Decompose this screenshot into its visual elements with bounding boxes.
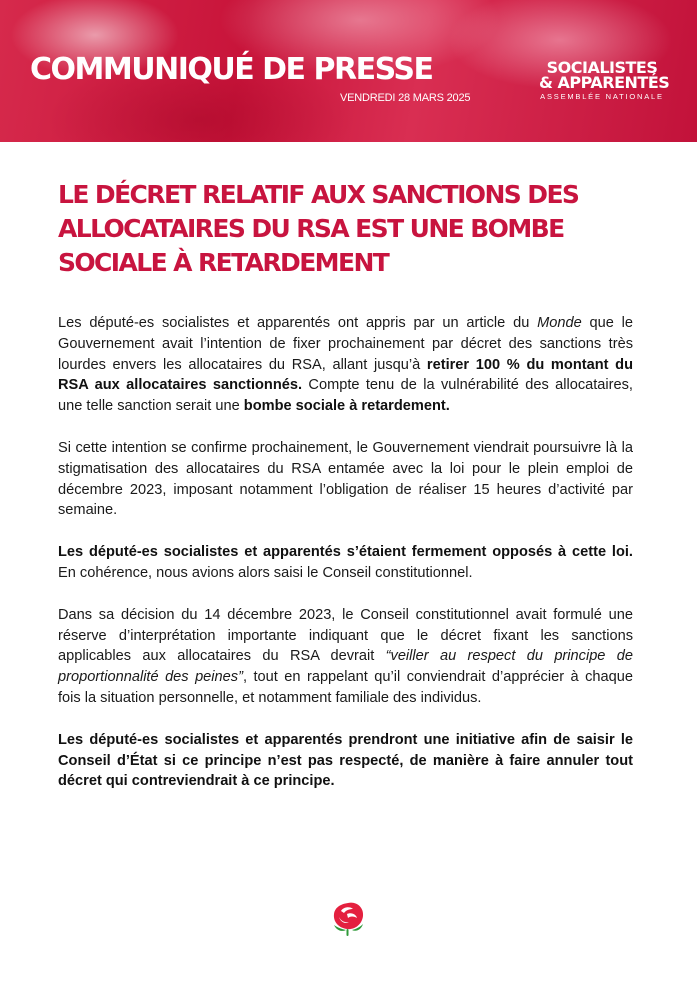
paragraph-3: Les député-es socialistes et apparentés s’étaient fermement opposés à cette loi. En cohérence, nous avions alors saisi le Conseil constitutionnel. bbox=[58, 544, 633, 581]
publication-date: VENDREDI 28 MARS 2025 bbox=[340, 92, 471, 104]
paragraph-2: Si cette intention se confirme prochainement, le Gouvernement viendrait poursuivre là la stigmatisation des allocataires du RSA entamée avec la loi pour le plein emploi de décembre 2023, imposant notamment l’obligation de réaliser 15 heures d’activité par semaine. bbox=[58, 439, 633, 519]
brand-name-line1: SOCIALISTES bbox=[546, 58, 658, 77]
emphasis: retirer 100 % du montant du RSA aux allocataires sanctionnés. bbox=[58, 356, 633, 394]
paragraph-5 bbox=[58, 730, 633, 792]
headline-line: SOCIALE À RETARDEMENT bbox=[58, 248, 389, 277]
newspaper-name: Monde bbox=[537, 315, 582, 331]
emphasis: bombe sociale à retardement. bbox=[243, 398, 450, 415]
brand-subtitle: ASSEMBLÉE NATIONALE bbox=[540, 92, 664, 101]
brand-name-line2: & APPARENTÉS bbox=[539, 73, 670, 92]
emphasis: Les député-es socialistes et apparentés prendront une initiative afin de saisir le Conseil d’État si ce principe n’est pas respecté, de manière à faire annuler tout décret qui contreviendrait à ce principe. bbox=[58, 731, 633, 790]
brand-logo bbox=[539, 58, 670, 101]
quotation: “veiller au respect du principe de proportionnalité des peines” bbox=[58, 648, 633, 686]
rose-logo-icon bbox=[326, 895, 370, 939]
press-release-body bbox=[58, 313, 633, 813]
emphasis: Les député-es socialistes et apparentés s’étaient fermement opposés à cette loi. bbox=[58, 544, 633, 561]
headline-line: ALLOCATAIRES DU RSA EST UNE BOMBE bbox=[58, 214, 564, 243]
headline-line: LE DÉCRET RELATIF AUX SANCTIONS DES bbox=[58, 180, 579, 209]
headline bbox=[58, 178, 648, 280]
paragraph-1: Les député-es socialistes et apparentés ont appris par un article du Monde que le Gouvernement avait l’intention de fixer prochainement par décret des sanctions très lourdes envers les allocataires du RSA, allant jusqu’à retirer 100 % du montant du RSA aux allocataires sanctionnés. Compte tenu de la vulnérabilité des allocataires, une telle sanction serait une bombe sociale à retardement. bbox=[58, 315, 633, 415]
header-banner bbox=[0, 0, 697, 142]
page-title: COMMUNIQUÉ DE PRESSE bbox=[30, 52, 433, 87]
paragraph-4: Dans sa décision du 14 décembre 2023, le Conseil constitutionnel avait formulé une réserve d’interprétation importante indiquant que le décret fixant les sanctions applicables aux allocataires du RSA devrait “veiller au respect du principe de proportionnalité des peines”, tout en rappelant qu’il conviendrait d’apprécier à chaque fois la situation personnelle, et notamment familiale des individus. bbox=[58, 606, 634, 706]
